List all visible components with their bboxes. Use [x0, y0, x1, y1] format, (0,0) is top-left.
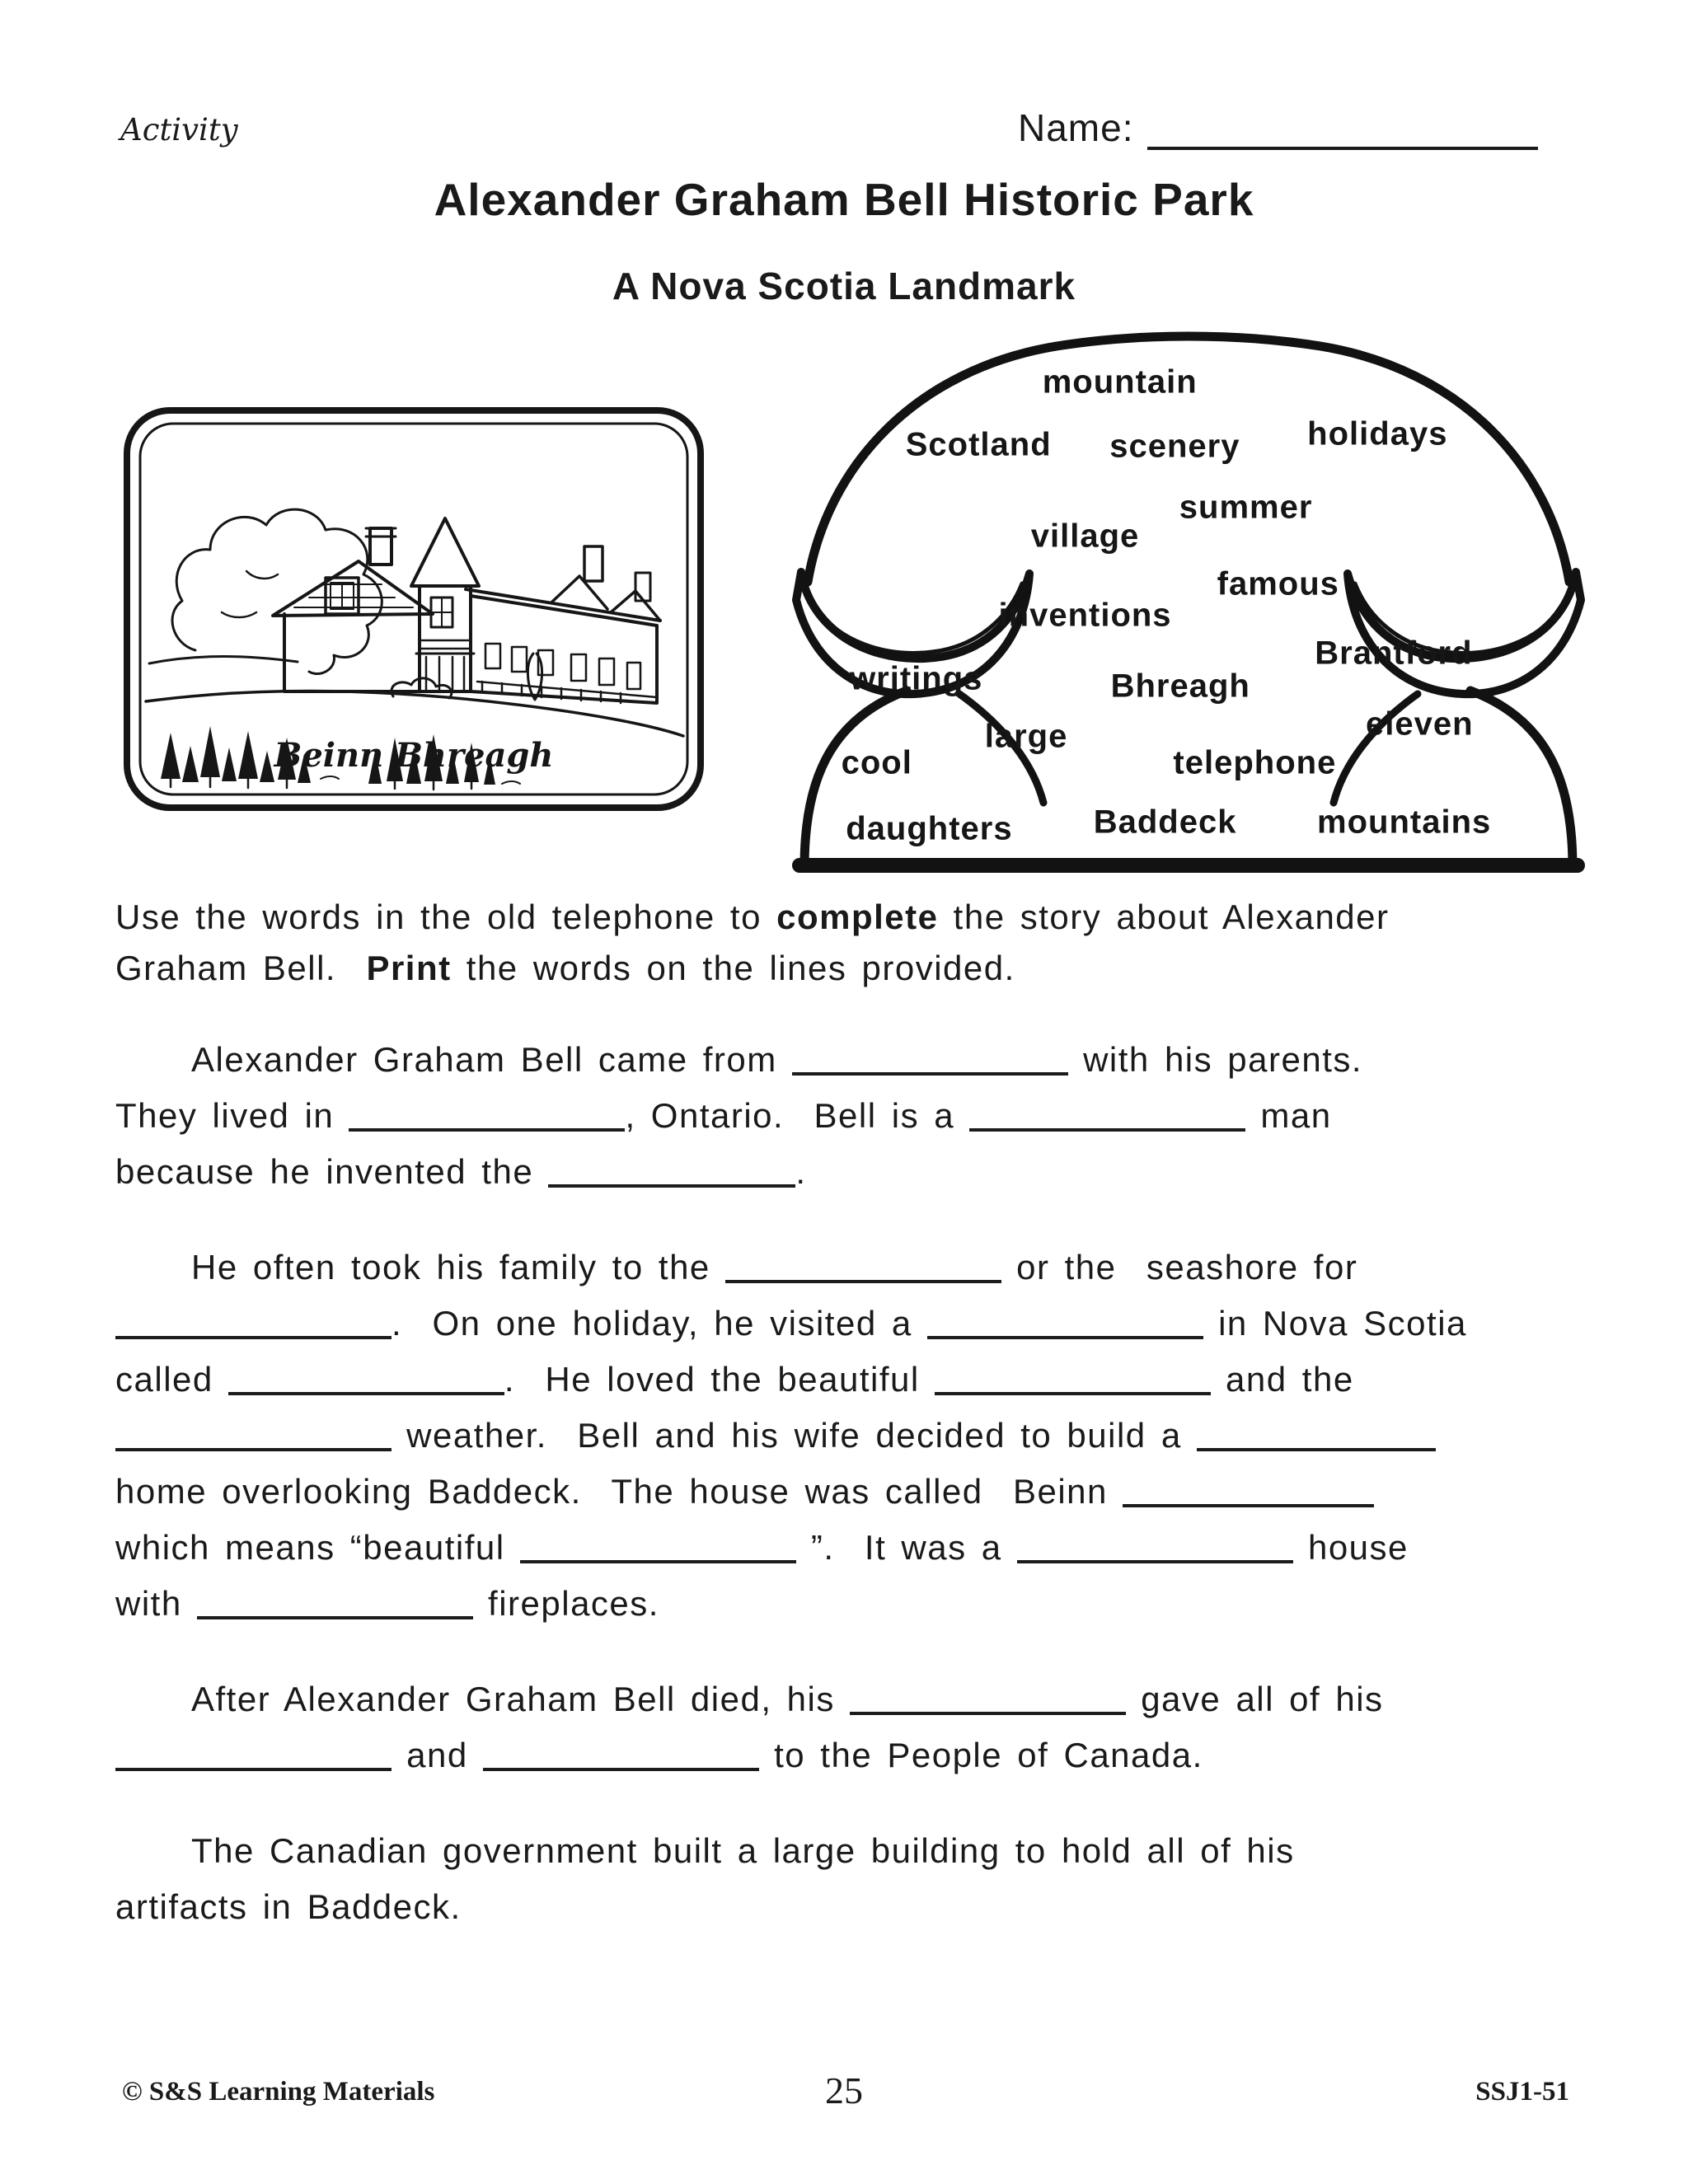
page-subtitle: A Nova Scotia Landmark	[612, 265, 1076, 307]
fill-in-blank[interactable]	[927, 1331, 1203, 1339]
story-text: ”. It was a	[795, 1528, 1017, 1567]
fill-in-blank[interactable]	[935, 1387, 1211, 1395]
story-text: gave all of his	[1126, 1680, 1384, 1718]
copyright-text: © S&S Learning Materials	[122, 2077, 435, 2107]
fill-in-blank[interactable]	[228, 1387, 504, 1395]
story-text: which means “beautiful	[115, 1528, 520, 1567]
text-line	[115, 943, 1599, 994]
text-line	[115, 1576, 1599, 1632]
word-bank-word: large	[984, 718, 1068, 755]
fill-in-blank[interactable]	[197, 1611, 473, 1619]
word-bank-word: inventions	[998, 597, 1172, 634]
text-line	[115, 1408, 1599, 1464]
text-line	[115, 1240, 1599, 1296]
story-text: . On one holiday, he visited a	[392, 1304, 927, 1343]
story-paragraph	[115, 1032, 1599, 1200]
doc-code: SSJ1-51	[1475, 2077, 1569, 2107]
story-text: Alexander Graham Bell came from	[191, 1040, 792, 1079]
story-text: They lived in	[115, 1096, 349, 1135]
word-bank-word: summer	[1179, 489, 1313, 526]
story-text: with	[115, 1584, 197, 1623]
story-text: .	[795, 1152, 807, 1191]
text-line	[115, 1727, 1599, 1783]
word-bank	[785, 326, 1592, 887]
fill-in-blank[interactable]	[969, 1123, 1245, 1132]
emphasis-text: Print	[366, 949, 452, 987]
text-line	[115, 892, 1599, 943]
word-bank-word: daughters	[846, 810, 1013, 847]
fill-in-blank[interactable]	[725, 1275, 1001, 1283]
story-text: house	[1292, 1528, 1409, 1567]
emphasis-text: complete	[776, 898, 939, 936]
word-bank-word: mountains	[1317, 804, 1492, 841]
fill-in-blank[interactable]	[1123, 1499, 1374, 1507]
story-paragraph	[115, 1240, 1599, 1632]
story-text: the story about Alexander	[938, 898, 1390, 936]
story-text: because he invented the	[115, 1152, 549, 1191]
story-text: the words on the lines provided.	[451, 949, 1015, 987]
story-paragraph	[115, 1823, 1599, 1935]
story-text: in Nova Scotia	[1203, 1304, 1467, 1343]
word-bank-word: Scotland	[905, 426, 1052, 463]
word-bank-word: Brantford	[1315, 635, 1473, 672]
page-title: Alexander Graham Bell Historic Park	[434, 174, 1254, 225]
word-bank-word: writings	[850, 660, 983, 697]
story-text: . He loved the beautiful	[504, 1360, 935, 1399]
word-bank-word: Bhreagh	[1110, 668, 1250, 705]
fill-in-blank[interactable]	[115, 1443, 392, 1451]
story-text: and	[392, 1736, 483, 1774]
story-text: to the People of Canada.	[758, 1736, 1203, 1774]
story-text: He often took his family to the	[191, 1248, 725, 1286]
word-bank-word: holidays	[1307, 415, 1448, 452]
word-bank-words	[785, 326, 1592, 887]
word-bank-word: village	[1030, 518, 1140, 555]
fill-in-blank[interactable]	[115, 1763, 392, 1771]
fill-in-blank[interactable]	[520, 1555, 796, 1563]
fill-in-blank[interactable]	[115, 1331, 392, 1339]
story-text: with his parents.	[1067, 1040, 1363, 1079]
word-bank-word: scenery	[1109, 428, 1240, 465]
house-caption: Beinn Bhreagh	[274, 736, 554, 775]
word-bank-word: Baddeck	[1093, 804, 1237, 841]
story-text: The Canadian government built a large building to hold all of his	[191, 1831, 1295, 1870]
story-text: weather. Bell and his wife decided to build a	[392, 1416, 1197, 1455]
name-label: Name:	[1018, 106, 1134, 149]
text-line	[115, 1671, 1599, 1727]
story-text: home overlooking Baddeck. The house was called Beinn	[115, 1472, 1123, 1511]
fill-in-blank[interactable]	[792, 1067, 1068, 1076]
story	[115, 1032, 1599, 1935]
name-input-line[interactable]	[1147, 147, 1538, 150]
story-text: artifacts in Baddeck.	[115, 1887, 462, 1926]
text-line	[115, 1032, 1599, 1088]
instructions	[115, 892, 1599, 994]
text-line	[115, 1296, 1599, 1352]
fill-in-blank[interactable]	[548, 1179, 795, 1188]
fill-in-blank[interactable]	[1017, 1555, 1293, 1563]
fill-in-blank[interactable]	[349, 1123, 625, 1132]
story-paragraph	[115, 1671, 1599, 1783]
activity-label: Activity	[120, 112, 238, 148]
story-text: or the seashore for	[1001, 1248, 1358, 1286]
story-text: Use the words in the old telephone to	[115, 898, 777, 936]
fill-in-blank[interactable]	[1197, 1443, 1436, 1451]
story-text: Graham Bell.	[115, 949, 367, 987]
story-text: After Alexander Graham Bell died, his	[191, 1680, 851, 1718]
text-line	[115, 1879, 1599, 1935]
text-line	[115, 1464, 1599, 1520]
house-card	[123, 406, 705, 812]
story-text: called	[115, 1360, 228, 1399]
word-bank-word: eleven	[1366, 705, 1474, 743]
text-line	[115, 1088, 1599, 1144]
word-bank-word: mountain	[1042, 363, 1198, 401]
story-text: and the	[1210, 1360, 1354, 1399]
story-text: fireplaces.	[472, 1584, 659, 1623]
word-bank-word: cool	[841, 744, 912, 781]
story-text: , Ontario. Bell is a	[625, 1096, 970, 1135]
text-line	[115, 1352, 1599, 1408]
story-text: man	[1245, 1096, 1332, 1135]
word-bank-word: famous	[1217, 565, 1339, 602]
text-line	[115, 1520, 1599, 1576]
page-number: 25	[825, 2069, 863, 2111]
word-bank-word: telephone	[1173, 744, 1337, 781]
fill-in-blank[interactable]	[483, 1763, 759, 1771]
fill-in-blank[interactable]	[850, 1707, 1126, 1715]
text-line	[115, 1144, 1599, 1200]
text-line	[115, 1823, 1599, 1879]
